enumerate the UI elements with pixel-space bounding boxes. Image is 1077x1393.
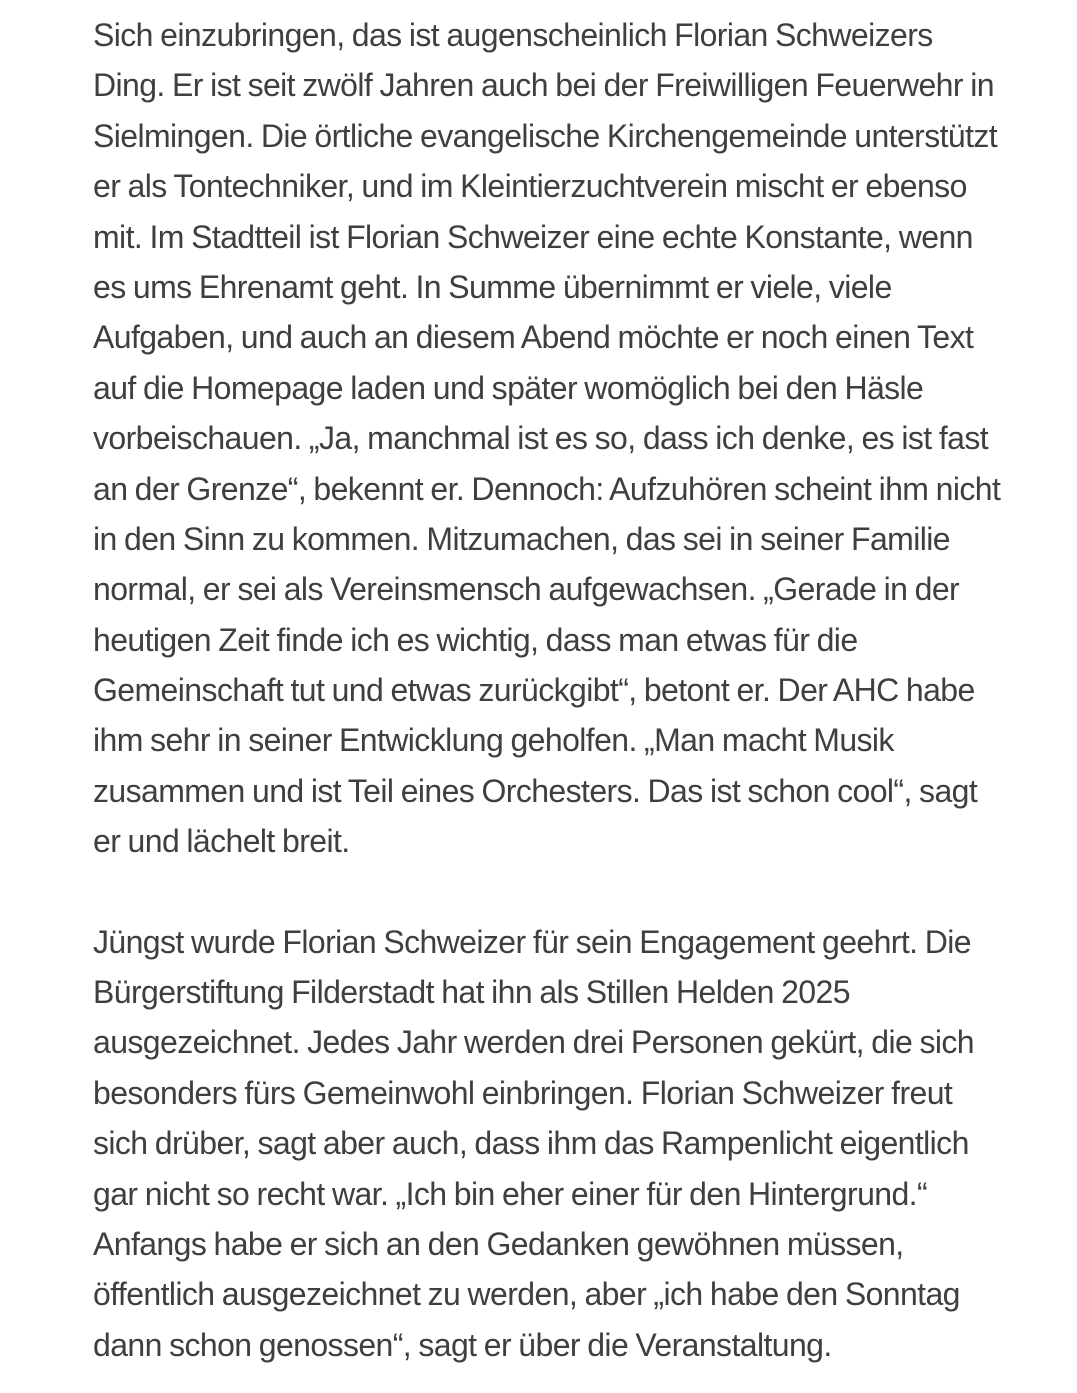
text-line: besonders fürs Gemeinwohl einbringen. Florian Schweizer freut bbox=[93, 1074, 953, 1111]
text-line: Aufgaben, und auch an diesem Abend möchte er noch einen Text bbox=[93, 319, 974, 356]
text-line: gar nicht so recht war. „Ich bin eher einer für den Hintergrund.“ bbox=[93, 1175, 928, 1212]
text-line: Sielmingen. Die örtliche evangelische Kirchengemeinde unterstützt bbox=[93, 117, 998, 154]
text-line: er als Tontechniker, und im Kleintierzuchtverein mischt er ebenso bbox=[93, 168, 967, 205]
text-line: mit. Im Stadtteil ist Florian Schweizer eine echte Konstante, wenn bbox=[93, 218, 973, 255]
text-line: er und lächelt breit. bbox=[93, 823, 350, 860]
text-line: Sich einzubringen, das ist augenscheinlich Florian Schweizers bbox=[93, 17, 933, 53]
text-line: heutigen Zeit finde ich es wichtig, dass man etwas für die bbox=[93, 621, 858, 658]
text-line: an der Grenze“, bekennt er. Dennoch: Aufzuhören scheint ihm nicht bbox=[93, 470, 1001, 507]
paragraph-1 bbox=[93, 10, 1053, 867]
article-body bbox=[93, 10, 1053, 1370]
text-line: Bürgerstiftung Filderstadt hat ihn als Stillen Helden 2025 bbox=[93, 974, 850, 1011]
text-line: in den Sinn zu kommen. Mitzumachen, das sei in seiner Familie bbox=[93, 520, 950, 557]
text-line: vorbeischauen. „Ja, manchmal ist es so, dass ich denke, es ist fast bbox=[93, 420, 989, 457]
text-line: es ums Ehrenamt geht. In Summe übernimmt er viele, viele bbox=[93, 268, 892, 305]
text-line: ausgezeichnet. Jedes Jahr werden drei Personen gekürt, die sich bbox=[93, 1024, 974, 1061]
text-line: ihm sehr in seiner Entwicklung geholfen. „Man macht Musik bbox=[93, 722, 894, 759]
text-line: normal, er sei als Vereinsmensch aufgewachsen. „Gerade in der bbox=[93, 571, 960, 608]
text-line: zusammen und ist Teil eines Orchesters. Das ist schon cool“, sagt bbox=[93, 772, 978, 809]
text-line: auf die Homepage laden und später womöglich bei den Häsle bbox=[93, 369, 924, 406]
text-line: Ding. Er ist seit zwölf Jahren auch bei der Freiwilligen Feuerwehr in bbox=[93, 67, 994, 104]
text-line: sich drüber, sagt aber auch, dass ihm das Rampenlicht eigentlich bbox=[93, 1125, 969, 1162]
text-line: Anfangs habe er sich an den Gedanken gewöhnen müssen, bbox=[93, 1225, 904, 1262]
text-line: dann schon genossen“, sagt er über die Veranstaltung. bbox=[93, 1326, 832, 1363]
text-line: Gemeinschaft tut und etwas zurückgibt“, betont er. Der AHC habe bbox=[93, 672, 975, 709]
paragraph-2 bbox=[93, 917, 1053, 1371]
text-line: öffentlich ausgezeichnet zu werden, aber „ich habe den Sonntag bbox=[93, 1276, 960, 1313]
text-line: Jüngst wurde Florian Schweizer für sein Engagement geehrt. Die bbox=[93, 923, 971, 960]
